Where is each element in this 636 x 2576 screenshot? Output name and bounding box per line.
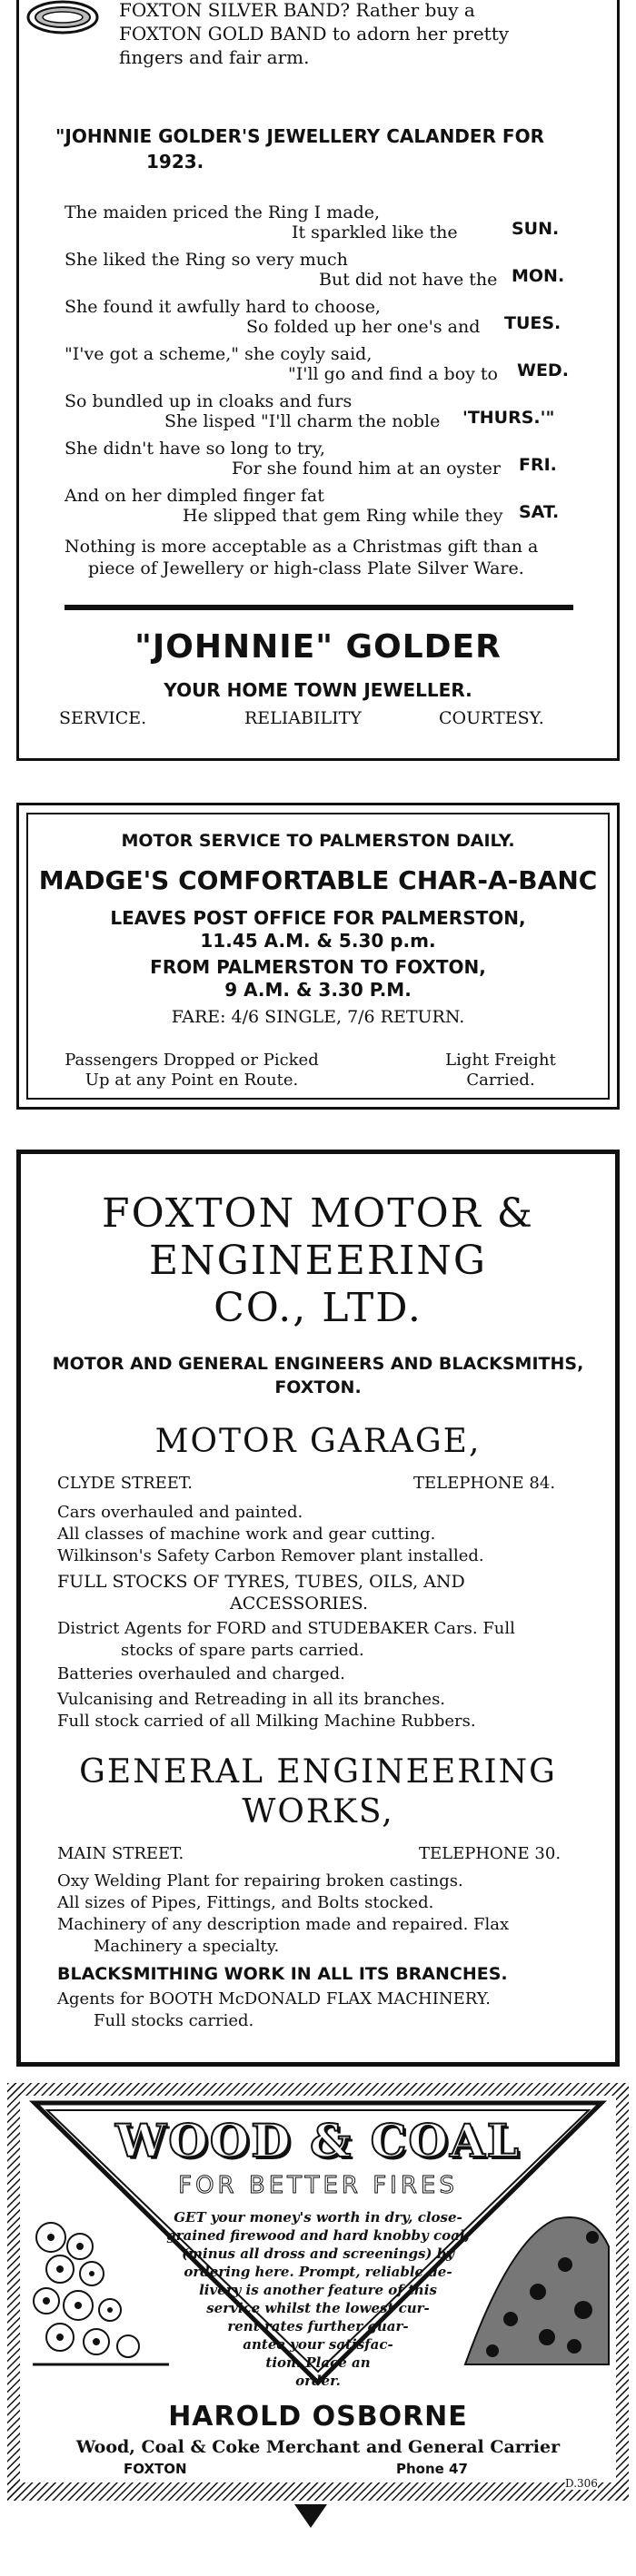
madge-freight-note-2: Carried. xyxy=(466,1071,535,1090)
verse-1-line-1: The maiden priced the Ring I made, xyxy=(65,202,381,222)
madge-pickup-note-2: Up at any Point en Route. xyxy=(84,1071,299,1090)
works-street: MAIN STREET. xyxy=(57,1844,184,1863)
madge-fare: FARE: 4/6 SINGLE, 7/6 RETURN. xyxy=(171,1007,465,1027)
fm-title-line-1: FOXTON MOTOR & xyxy=(102,1190,534,1237)
verse-2-line-2: But did not have the xyxy=(319,270,498,290)
fm-title-line-3: CO., LTD. xyxy=(214,1285,422,1331)
body-line-9: tion. Place an xyxy=(265,2354,371,2371)
garage-line-3: Wilkinson's Safety Carbon Remover plant installed. xyxy=(57,1546,484,1565)
madge-title: MOTOR SERVICE TO PALMERSTON DAILY. xyxy=(121,831,515,851)
garage-street: CLYDE STREET. xyxy=(57,1474,194,1493)
fm-subtitle-2: FOXTON. xyxy=(274,1377,362,1397)
body-line-10: order. xyxy=(295,2373,341,2389)
verse-3-line-1: She found it awfully hard to choose, xyxy=(65,297,381,317)
garage-line-6: District Agents for FORD and STUDEBAKER Cars. Full xyxy=(57,1619,515,1638)
calendar-year: 1923. xyxy=(146,151,204,173)
madge-return-times: 9 A.M. & 3.30 P.M. xyxy=(224,979,412,1001)
garage-line-7: stocks of spare parts carried. xyxy=(121,1641,364,1660)
works-line-2: All sizes of Pipes, Fittings, and Bolts stocked. xyxy=(57,1893,434,1912)
works-heading-line-2: WORKS, xyxy=(242,1793,394,1831)
garage-line-4: FULL STOCKS OF TYRES, TUBES, OILS, AND xyxy=(57,1572,465,1592)
calendar-heading: "JOHNNIE GOLDER'S JEWELLERY CALANDER FOR xyxy=(55,125,544,147)
body-line-4: ordering here. Prompt, reliable de- xyxy=(184,2264,452,2280)
body-line-3: (minus all dross and screenings) by xyxy=(182,2245,454,2262)
garage-telephone: TELEPHONE 84. xyxy=(413,1474,556,1493)
madge-departure: LEAVES POST OFFICE FOR PALMERSTON, xyxy=(110,907,526,929)
verse-4-day: WED. xyxy=(517,360,569,380)
verse-7-day: SAT. xyxy=(519,502,560,522)
verse-5-day: 'THURS.'" xyxy=(462,408,555,428)
osborne-ad-code: D.306 xyxy=(565,2477,598,2490)
golder-name: "JOHNNIE" GOLDER xyxy=(134,628,502,666)
verse-3-day: TUES. xyxy=(504,313,561,333)
verse-6-day: FRI. xyxy=(519,455,557,475)
madge-pickup-note-1: Passengers Dropped or Picked xyxy=(65,1051,319,1070)
golder-tagline: YOUR HOME TOWN JEWELLER. xyxy=(164,679,472,701)
osborne-name: HAROLD OSBORNE xyxy=(168,2401,468,2433)
fm-subtitle-1: MOTOR AND GENERAL ENGINEERS AND BLACKSMITHS, xyxy=(52,1354,584,1374)
closing-line-1: Nothing is more acceptable as a Christmas gift than a xyxy=(65,537,539,557)
body-line-1: GET your money's worth in dry, close- xyxy=(174,2209,462,2226)
better-fires-slogan: FOR BETTER FIRES xyxy=(178,2172,458,2199)
madge-departure-times: 11.45 A.M. & 5.30 p.m. xyxy=(200,930,436,952)
madge-advert xyxy=(16,803,620,1110)
verse-2-line-1: She liked the Ring so very much xyxy=(65,250,348,270)
golder-advert xyxy=(16,0,620,761)
verse-6-line-2: For she found him at an oyster xyxy=(232,459,501,479)
verse-1-day: SUN. xyxy=(512,219,560,239)
madge-return: FROM PALMERSTON TO FOXTON, xyxy=(150,956,486,978)
osborne-phone: Phone 47 xyxy=(396,2461,468,2477)
works-line-7: Full stocks carried. xyxy=(94,2011,254,2030)
garage-line-8: Batteries overhauled and charged. xyxy=(57,1664,345,1683)
works-line-5: BLACKSMITHING WORK IN ALL ITS BRANCHES. xyxy=(57,1964,508,1984)
value-service: SERVICE. xyxy=(59,708,147,728)
verse-4-line-1: "I've got a scheme," she coyly said, xyxy=(65,344,373,364)
garage-line-9: Vulcanising and Retreading in all its branches. xyxy=(57,1690,446,1709)
garage-heading: MOTOR GARAGE, xyxy=(154,1423,482,1460)
divider-rule xyxy=(65,605,573,610)
works-line-6: Agents for BOOTH McDONALD FLAX MACHINERY. xyxy=(57,1989,491,2008)
works-line-1: Oxy Welding Plant for repairing broken castings. xyxy=(57,1871,463,1890)
closing-line-2: piece of Jewellery or high-class Plate Silver Ware. xyxy=(88,558,524,578)
verse-3-line-2: So folded up her one's and xyxy=(246,317,481,337)
verse-6-line-1: She didn't have so long to try, xyxy=(65,439,325,459)
verse-2-day: MON. xyxy=(512,266,565,286)
verse-5-line-1: So bundled up in cloaks and furs xyxy=(65,391,353,411)
madge-name: MADGE'S COMFORTABLE CHAR-A-BANC xyxy=(38,865,598,895)
intro-line-2: FOXTON GOLD BAND to adorn her pretty xyxy=(119,23,510,44)
garage-line-5: ACCESSORIES. xyxy=(230,1594,368,1614)
verse-7-line-2: He slipped that gem Ring while they xyxy=(183,506,503,526)
works-line-4: Machinery a specialty. xyxy=(94,1937,280,1956)
osborne-town: FOXTON xyxy=(124,2461,187,2477)
body-line-5: livery is another feature of this xyxy=(199,2282,437,2298)
works-telephone: TELEPHONE 30. xyxy=(419,1844,561,1863)
garage-line-2: All classes of machine work and gear cutting. xyxy=(57,1525,436,1544)
value-courtesy: COURTESY. xyxy=(439,708,544,728)
wood-coal-logo: WOOD & COAL xyxy=(115,2114,521,2167)
verse-7-line-1: And on her dimpled finger fat xyxy=(65,486,324,506)
osborne-body xyxy=(7,2208,629,2390)
verse-4-line-2: "I'll go and find a boy to xyxy=(288,364,498,384)
value-reliability: RELIABILITY xyxy=(244,708,362,728)
arrow-down-icon xyxy=(293,2502,329,2530)
fm-title-line-2: ENGINEERING xyxy=(148,1238,488,1284)
body-line-8: antee your satisfac- xyxy=(243,2336,393,2353)
madge-freight-note-1: Light Freight xyxy=(445,1051,556,1070)
body-line-2: grained firewood and hard knobby coal, xyxy=(166,2227,470,2244)
verse-5-line-2: She lisped "I'll charm the noble xyxy=(164,411,441,431)
foxton-motor-advert xyxy=(16,1150,620,2067)
garage-line-1: Cars overhauled and painted. xyxy=(57,1503,303,1522)
garage-line-10: Full stock carried of all Milking Machine Rubbers. xyxy=(57,1712,476,1731)
intro-line-3: fingers and fair arm. xyxy=(119,46,310,68)
osborne-trade: Wood, Coal & Coke Merchant and General Carrier xyxy=(75,2437,561,2457)
works-heading-line-1: GENERAL ENGINEERING xyxy=(79,1753,557,1791)
osborne-advert xyxy=(7,2083,629,2501)
works-line-3: Machinery of any description made and repaired. Flax xyxy=(57,1915,510,1934)
ring-illustration xyxy=(26,0,99,35)
body-line-6: service whilst the lowest cur- xyxy=(206,2300,430,2316)
intro-line-1: FOXTON SILVER BAND? Rather buy a xyxy=(119,0,475,21)
body-line-7: rent rates further guar- xyxy=(227,2318,409,2334)
verse-1-line-2: It sparkled like the xyxy=(292,222,458,242)
